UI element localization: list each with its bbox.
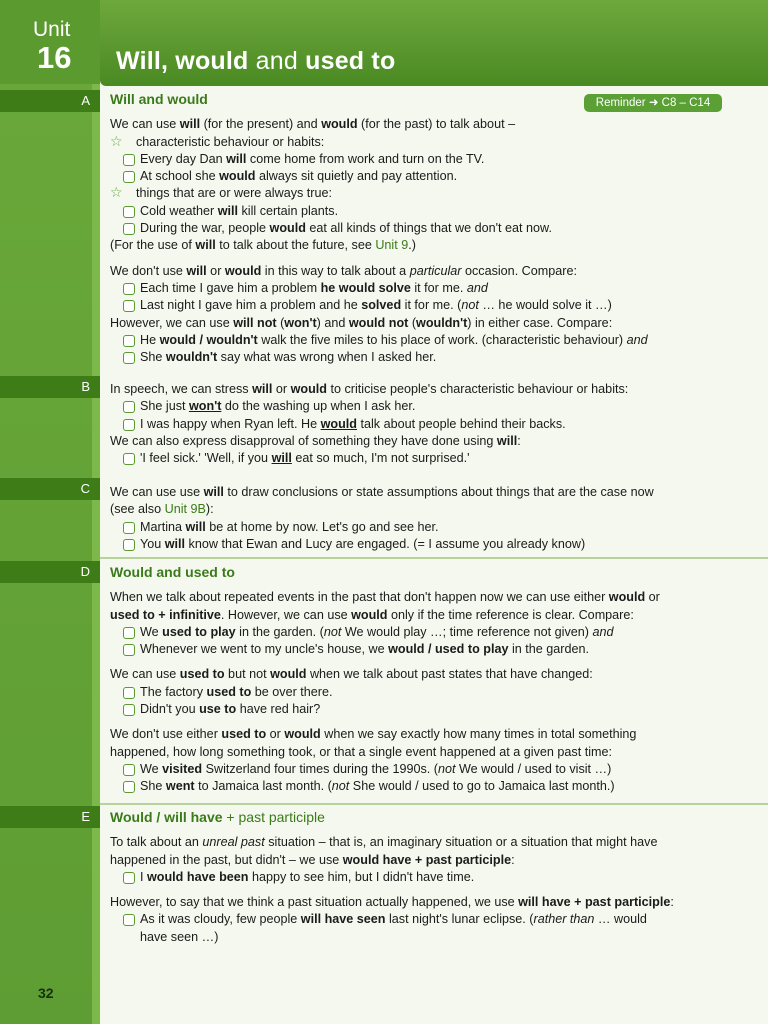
- paragraph: We don't use will or would in this way to talk about a particular occasion. Compare:: [110, 263, 577, 278]
- bullet-item: ☆ things that are or were always true:: [110, 184, 332, 201]
- section-a: [110, 91, 760, 366]
- paragraph: When we talk about repeated events in the past that don't happen now we can use either would or: [110, 590, 660, 605]
- unit-link[interactable]: Unit 9B: [164, 502, 206, 517]
- section-d-title: Would and used to: [110, 564, 235, 580]
- section-d: [110, 564, 760, 796]
- example-item: I would have been happy to see him, but I didn't have time.: [110, 869, 760, 886]
- paragraph: However, we can use will not (won't) and would not (wouldn't) in either case. Compare:: [110, 315, 613, 330]
- paragraph: We don't use either used to or would when we say exactly how many times in total something: [110, 727, 637, 742]
- left-strip: [0, 0, 100, 1024]
- example-item: She wouldn't say what was wrong when I asked her.: [110, 349, 760, 366]
- example-item: The factory used to be over there.: [110, 684, 760, 701]
- paragraph: To talk about an unreal past situation – that is, an imaginary situation or a situation that might have: [110, 835, 658, 850]
- example-item: Last night I gave him a problem and he solved it for me. (not … he would solve it …): [110, 297, 760, 314]
- example-item: She just won't do the washing up when I ask her.: [110, 398, 760, 415]
- section-divider: [100, 803, 768, 805]
- paragraph: happened, how long something took, or that a single event happened at a given past time:: [110, 744, 612, 759]
- example-item: We visited Switzerland four times during the 1990s. (not We would / used to visit …): [110, 761, 760, 778]
- unit-label: Unit: [33, 18, 71, 41]
- unit-link[interactable]: Unit 9: [375, 238, 409, 253]
- page-title: Will, would and used to: [116, 47, 396, 75]
- example-item: Didn't you use to have red hair?: [110, 701, 760, 718]
- tab-d: D: [0, 561, 100, 583]
- example-item: As it was cloudy, few people will have seen last night's lunar eclipse. (rather than … would: [110, 911, 760, 928]
- unit-number: 16: [37, 40, 72, 75]
- example-item: Every day Dan will come home from work and turn on the TV.: [110, 151, 760, 168]
- section-divider: [100, 557, 768, 559]
- example-item: At school she would always sit quietly and pay attention.: [110, 168, 760, 185]
- example-continuation: have seen …): [140, 929, 219, 944]
- section-e-title: Would / will have + past participle: [110, 809, 325, 825]
- example-item: He would / wouldn't walk the five miles to his place of work. (characteristic behaviour) and: [110, 332, 760, 349]
- star-icon: ☆: [110, 132, 123, 149]
- example-item: We used to play in the garden. (not We would play …; time reference not given) and: [110, 624, 760, 641]
- paragraph: In speech, we can stress will or would to criticise people's characteristic behaviour or habits:: [110, 382, 629, 396]
- section-c: [110, 484, 760, 553]
- reminder-badge[interactable]: Reminder ➜ C8 – C14: [584, 94, 722, 112]
- cross-reference-note: (For the use of will to talk about the future, see Unit 9.): [110, 238, 416, 253]
- paragraph: (see also Unit 9B):: [110, 502, 214, 517]
- example-item: She went to Jamaica last month. (not She would / used to go to Jamaica last month.): [110, 778, 760, 795]
- section-a-title: Will and would: [110, 91, 208, 107]
- paragraph: happened in the past, but didn't – we use would have + past participle:: [110, 852, 515, 867]
- tab-e: E: [0, 806, 100, 828]
- example-item: Each time I gave him a problem he would solve it for me. and: [110, 280, 760, 297]
- unit-box: [0, 0, 100, 84]
- paragraph: However, to say that we think a past situation actually happened, we use will have + past participle:: [110, 895, 674, 910]
- example-item: During the war, people would eat all kinds of things that we don't eat now.: [110, 220, 760, 237]
- tab-a: A: [0, 90, 100, 112]
- section-a-intro: We can use will (for the present) and would (for the past) to talk about –: [110, 117, 516, 132]
- star-icon: ☆: [110, 184, 123, 201]
- example-item: I was happy when Ryan left. He would talk about people behind their backs.: [110, 416, 760, 433]
- tab-b: B: [0, 376, 100, 398]
- example-item: Whenever we went to my uncle's house, we would / used to play in the garden.: [110, 641, 760, 658]
- bullet-item: ☆ characteristic behaviour or habits:: [110, 132, 325, 149]
- section-b: [110, 381, 760, 467]
- paragraph: We can use used to but not would when we talk about past states that have changed:: [110, 667, 593, 682]
- paragraph: We can also express disapproval of something they have done using will:: [110, 433, 521, 448]
- paragraph: We can use use will to draw conclusions or state assumptions about things that are the case now: [110, 485, 654, 499]
- paragraph: used to + infinitive. However, we can use would only if the time reference is clear. Compare:: [110, 607, 634, 622]
- tab-c: C: [0, 478, 100, 500]
- example-item: You will know that Ewan and Lucy are engaged. (= I assume you already know): [110, 536, 760, 553]
- page-number: 32: [38, 985, 54, 1001]
- example-item: 'I feel sick.' 'Well, if you will eat so much, I'm not surprised.': [110, 450, 760, 467]
- example-item: Martina will be at home by now. Let's go and see her.: [110, 519, 760, 536]
- example-item: Cold weather will kill certain plants.: [110, 203, 760, 220]
- section-e: [110, 809, 760, 946]
